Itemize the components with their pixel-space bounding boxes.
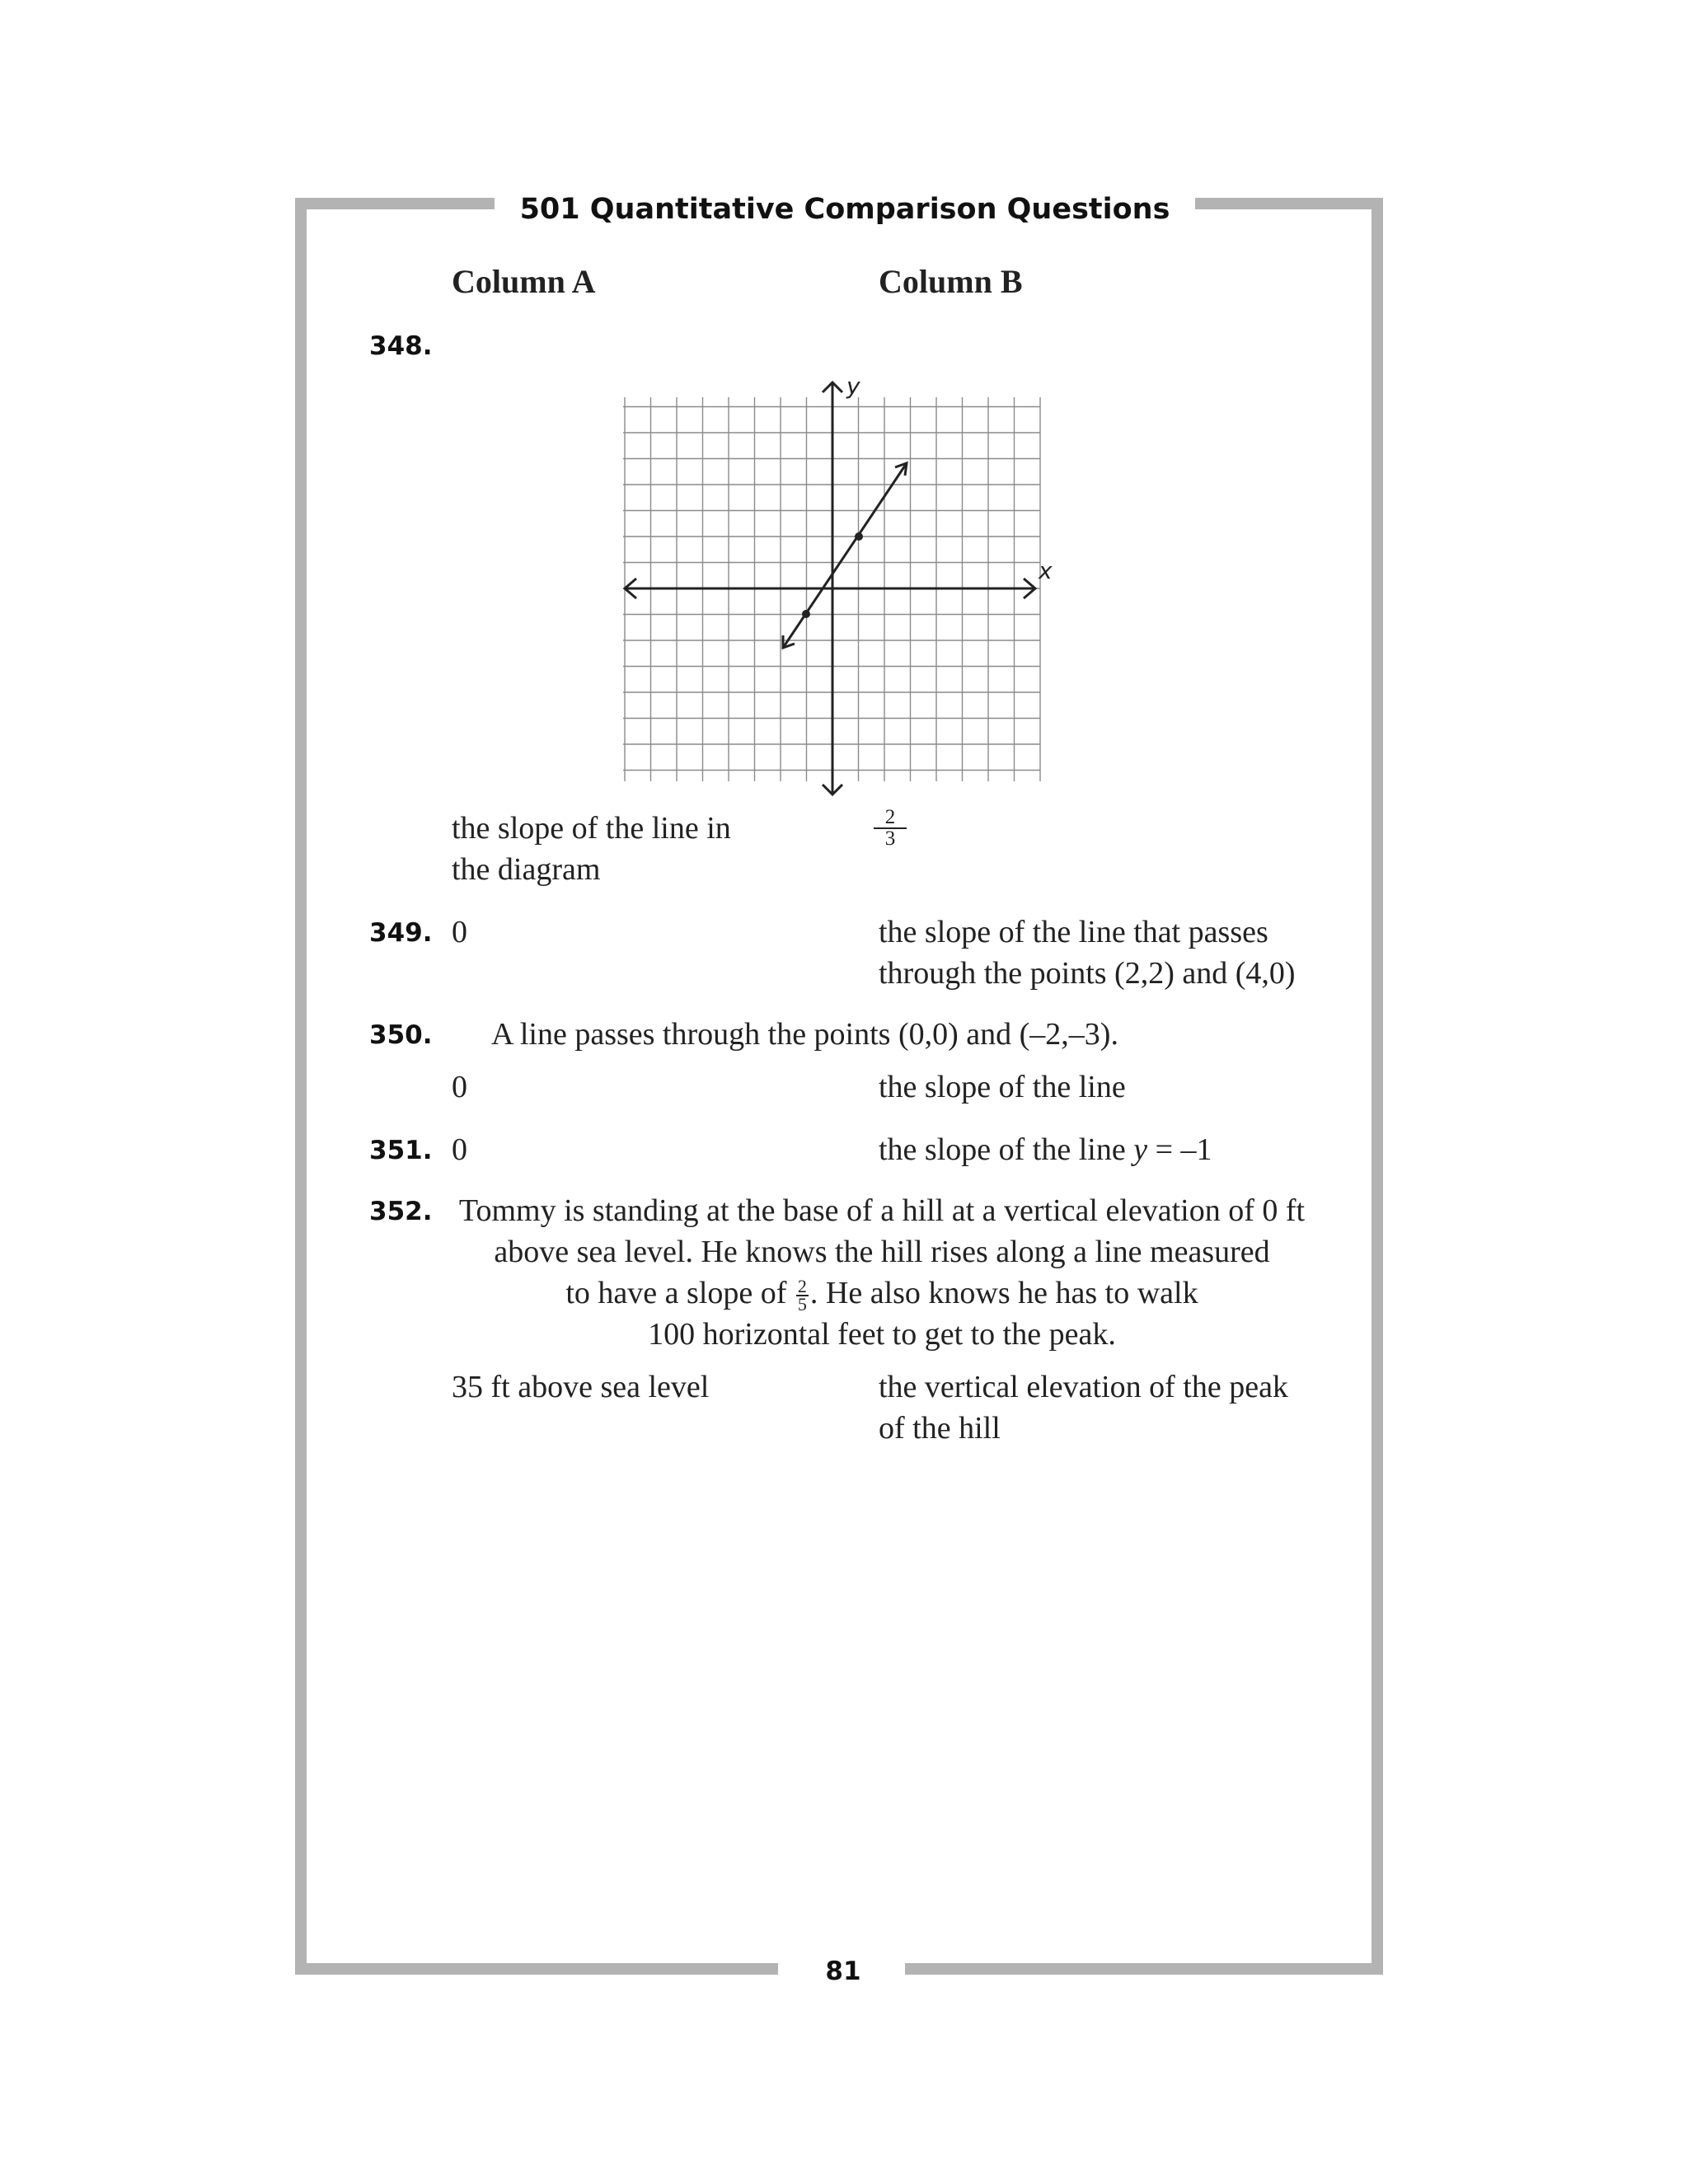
column-a-heading: Column A xyxy=(452,263,596,300)
plotted-line xyxy=(783,463,907,648)
q351-column-b-suffix: = –1 xyxy=(1147,1132,1212,1167)
q352-stem-line4: 100 horizontal feet to get to the peak. xyxy=(648,1317,1116,1352)
q351-column-a: 0 xyxy=(452,1132,467,1167)
question-number-348: 348. xyxy=(369,331,433,361)
q350-column-b: the slope of the line xyxy=(879,1070,1126,1104)
fraction-numerator: 2 xyxy=(797,1276,807,1297)
q348-column-b-fraction xyxy=(874,808,907,849)
question-number-349: 349. xyxy=(369,918,433,948)
frame-bottom-right xyxy=(903,1963,1383,1975)
page-title: 501 Quantitative Comparison Questions xyxy=(495,188,1195,231)
question-number-352: 352. xyxy=(369,1197,433,1226)
fraction-denominator: 3 xyxy=(884,827,896,850)
q352-stem-line1: Tommy is standing at the base of a hill at a vertical elevation of 0 ft xyxy=(458,1193,1306,1228)
q350-stem: A line passes through the points (0,0) and (–2,–3). xyxy=(491,1017,1118,1052)
fraction-denominator: 5 xyxy=(797,1294,807,1315)
y-axis-label: y xyxy=(846,373,860,400)
question-number-351: 351. xyxy=(369,1136,433,1165)
plotted-line-segment xyxy=(783,463,907,648)
q352-stem-line2: above sea level. He knows the hill rises along a line measured xyxy=(494,1235,1270,1269)
q352-slope-fraction xyxy=(796,1278,809,1313)
page-number: 81 xyxy=(781,1952,905,1991)
q349-column-b-line2: through the points (2,2) and (4,0) xyxy=(879,956,1296,991)
q351-variable-y: y xyxy=(1133,1132,1148,1167)
q351-column-b-prefix: the slope of the line xyxy=(879,1132,1134,1167)
q352-column-a: 35 ft above sea level xyxy=(452,1370,710,1404)
q349-column-a: 0 xyxy=(452,915,467,949)
q352-column-b-line1: the vertical elevation of the peak xyxy=(879,1370,1288,1404)
plotted-point-1 xyxy=(855,532,863,541)
q349-column-b-line1: the slope of the line that passes xyxy=(879,915,1268,949)
q352-column-b-line2: of the hill xyxy=(879,1411,1001,1446)
q350-column-a: 0 xyxy=(452,1070,467,1104)
q352-stem-line3-post: . He also knows he has to walk xyxy=(809,1276,1198,1310)
coordinate-grid-diagram xyxy=(0,0,1688,824)
q351-column-b xyxy=(879,1129,1212,1170)
q352-stem-line3 xyxy=(445,1272,1319,1314)
axes xyxy=(625,382,1035,794)
question-number-350: 350. xyxy=(369,1020,433,1050)
fraction-numerator: 2 xyxy=(874,808,907,829)
q352-stem-line3-pre: to have a slope of xyxy=(565,1276,795,1310)
q348-column-a-line1: the slope of the line in xyxy=(452,811,731,846)
q348-column-a-line2: the diagram xyxy=(452,852,601,887)
frame-bottom-left xyxy=(295,1963,778,1975)
column-b-heading: Column B xyxy=(879,263,1023,300)
x-axis-label: x xyxy=(1039,557,1053,584)
plotted-point-2 xyxy=(802,610,810,618)
